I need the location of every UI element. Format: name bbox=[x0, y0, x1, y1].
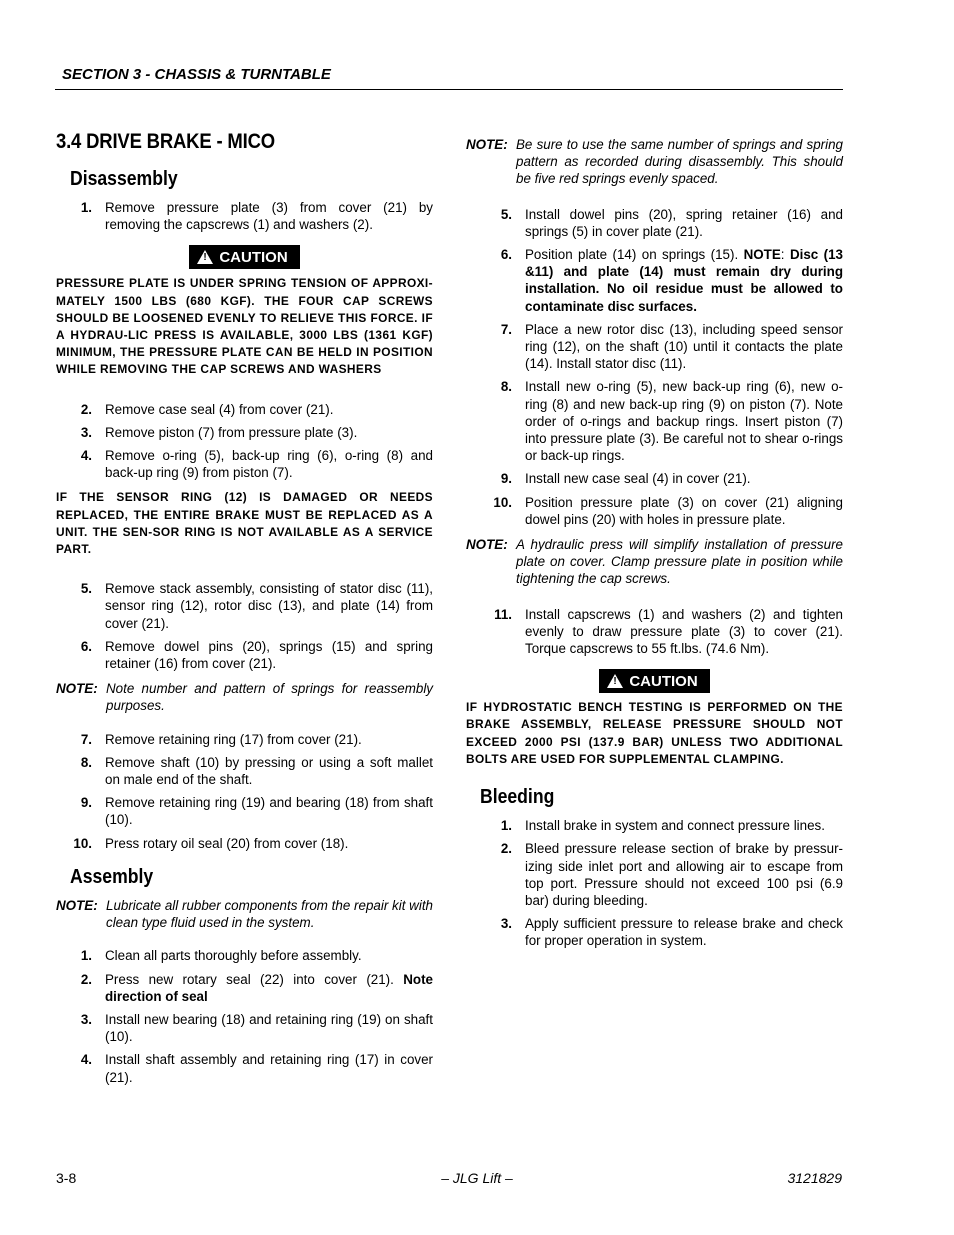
list-item: 9. Install new case seal (4) in cover (21). bbox=[500, 471, 751, 487]
section-title: 3.4 DRIVE BRAKE - MICO bbox=[56, 130, 275, 153]
list-item: 3. Apply sufficient pressure to release brake and check for proper operation in system. bbox=[500, 916, 843, 949]
list-item: 5. Remove stack assembly, consisting of stator disc (11), sensor ring (12), rotor disc (13), and plate (14) from cover (21). bbox=[80, 581, 433, 631]
list-item: 1. Clean all parts thoroughly before assembly. bbox=[80, 948, 362, 964]
list-item: 11. Install capscrews (1) and washers (2) and tighten evenly to draw pressure plate (3) to cover (21). Torque capscrews to 55 ft.lbs. (74.6 Nm). bbox=[494, 606, 843, 657]
list-item: 10. Position pressure plate (3) on cover (21) aligning dowel pins (20) with holes in pressure plate. bbox=[493, 494, 843, 527]
caution-label: CAUTION bbox=[629, 672, 698, 690]
caution-text: IF HYDROSTATIC BENCH TESTING IS PERFORMED ON THE BRAKE ASSEMBLY, RELEASE PRESSURE SHOULD NOT EXCEED 2000 PSI (137.9 BAR) UNLESS TWO ADDITIONAL BOLTS ARE USED FOR SUPPLEMENTAL CLAMPING. bbox=[466, 700, 843, 766]
list-item: 8. Install new o-ring (5), new back-up ring (6), new o-ring (8) and new back-up ring (9) on piston (7). Note order of o-rings and backup rings. Insert piston (7) into pressure plate (3). Be careful not to shear o-rings or back-up rings. bbox=[500, 379, 843, 464]
document-number: 3121829 bbox=[787, 1170, 842, 1186]
list-item: 2. Remove case seal (4) from cover (21). bbox=[80, 401, 334, 417]
list-item: 3. Install new bearing (18) and retaining ring (19) on shaft (10). bbox=[80, 1011, 433, 1045]
note: NOTE: Lubricate all rubber components from the repair kit with clean type fluid used in the system. bbox=[56, 897, 433, 931]
list-item: 5. Install dowel pins (20), spring retainer (16) and springs (5) in cover plate (21). bbox=[500, 206, 843, 239]
list-item: 7. Place a new rotor disc (13), including speed sensor ring (12), on the shaft (10) until it contacts the plate (14). Install stator disc (11). bbox=[500, 321, 843, 372]
list-item: 3. Remove piston (7) from pressure plate (3). bbox=[80, 424, 358, 440]
list-item: 9. Remove retaining ring (19) and bearing (18) from shaft (10). bbox=[80, 795, 433, 828]
disassembly-heading: Disassembly bbox=[70, 168, 178, 190]
list-item: 1. Install brake in system and connect pressure lines. bbox=[500, 818, 825, 834]
assembly-heading: Assembly bbox=[70, 865, 154, 888]
list-item: 1. Remove pressure plate (3) from cover (21) by removing the capscrews (1) and washers (2). bbox=[80, 200, 433, 233]
page-number: 3-8 bbox=[56, 1170, 77, 1186]
note: NOTE: Note number and pattern of springs for reassembly purposes. bbox=[56, 681, 433, 714]
warning-triangle-icon: ! bbox=[607, 674, 623, 688]
list-item: 4. Remove o-ring (5), back-up ring (6), o-ring (8) and back-up ring (9) from piston (7). bbox=[80, 448, 433, 481]
list-item: 10. Press rotary oil seal (20) from cover (18). bbox=[73, 835, 349, 851]
caution-banner bbox=[466, 669, 843, 693]
warning-text: IF THE SENSOR RING (12) IS DAMAGED OR NEEDS REPLACED, THE ENTIRE BRAKE MUST BE REPLACED AS A UNIT. THE SEN-SOR RING IS NOT AVAILABLE AS A SERVICE PART. bbox=[56, 490, 433, 557]
caution-banner bbox=[56, 245, 433, 269]
list-item: 2. Bleed pressure release section of brake by pressur-izing side inlet port and allowing air to escape from top port. Pressure should not exceed 100 psi (6.9 bar) during bleeding. bbox=[500, 841, 843, 908]
footer-brand: – JLG Lift – bbox=[441, 1170, 513, 1186]
list-item: 2. Press new rotary seal (22) into cover (21). Note direction of seal bbox=[80, 971, 433, 1004]
list-item: 8. Remove shaft (10) by pressing or using a soft mallet on male end of the shaft. bbox=[80, 754, 433, 788]
list-item: 6. Position plate (14) on springs (15). NOTE: Disc (13 &11) and plate (14) must remain dry during installation. No oil residue must be allowed to contaminate disc surfaces. bbox=[500, 247, 843, 314]
caution-text: PRESSURE PLATE IS UNDER SPRING TENSION OF APPROXI-MATELY 1500 LBS (680 KGF). THE FOUR CAP SCREWS SHOULD BE LOOSENED EVENLY TO RELIEVE THIS FORCE. IF A HYDRAU-LIC PRESS IS AVAILABLE, 3000 LBS (1361 KGF) MINIMUM, THE PRESSURE PLATE CAN BE HELD IN POSITION WHILE REMOVING THE CAP SCREWS AND WASHERS bbox=[56, 276, 433, 377]
right-column bbox=[466, 136, 843, 956]
bleeding-heading: Bleeding bbox=[480, 786, 555, 809]
list-item: 6. Remove dowel pins (20), springs (15) and spring retainer (16) from cover (21). bbox=[80, 638, 433, 672]
caution-label: CAUTION bbox=[219, 248, 288, 266]
section-header: SECTION 3 - CHASSIS & TURNTABLE bbox=[62, 66, 331, 83]
list-item: 4. Install shaft assembly and retaining ring (17) in cover (21). bbox=[80, 1052, 433, 1085]
warning-triangle-icon: ! bbox=[197, 250, 213, 264]
left-column bbox=[56, 130, 433, 1092]
header-rule bbox=[55, 89, 843, 90]
list-item: 7. Remove retaining ring (17) from cover (21). bbox=[80, 731, 362, 747]
note: NOTE: Be sure to use the same number of springs and spring pattern as recorded during disassembly. This should be five red springs evenly spaced. bbox=[466, 137, 843, 187]
note: NOTE: A hydraulic press will simplify installation of pressure plate on cover. Clamp pressure plate in position while tightening the cap screws. bbox=[466, 537, 843, 587]
